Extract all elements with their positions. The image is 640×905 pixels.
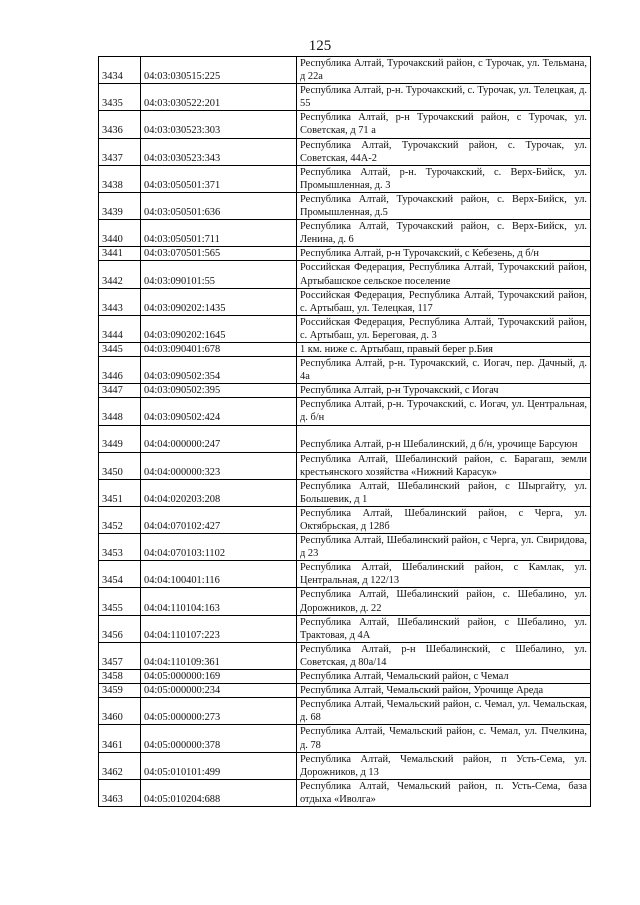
table-row — [99, 261, 591, 288]
address-cell: Республика Алтай, Шебалинский район, с. Шебалино, ул. Дорожников, д. 22 — [297, 588, 591, 615]
row-number-cell: 3442 — [99, 261, 141, 288]
table-row — [99, 342, 591, 356]
table-row — [99, 642, 591, 669]
address-cell: Республика Алтай, Шебалинский район, с Камлак, ул. Центральная, д 122/13 — [297, 561, 591, 588]
page-number: 125 — [308, 38, 332, 54]
row-number-cell: 3439 — [99, 192, 141, 219]
cadastral-number-cell: 04:04:110109:361 — [141, 642, 297, 669]
cadastral-number-cell: 04:03:090502:424 — [141, 398, 297, 425]
row-number-cell: 3457 — [99, 642, 141, 669]
address-cell: Республика Алтай, Чемальский район, п Усть-Сема, ул. Дорожников, д 13 — [297, 752, 591, 779]
cadastral-number-cell: 04:05:010204:688 — [141, 779, 297, 806]
address-cell: Российская Федерация, Республика Алтай, Турочакский район, с. Артыбаш, ул. Береговая, д. 3 — [297, 315, 591, 342]
table-row — [99, 247, 591, 261]
cadastral-number-cell: 04:04:070102:427 — [141, 506, 297, 533]
table-row — [99, 138, 591, 165]
row-number-cell: 3463 — [99, 779, 141, 806]
cadastral-number-cell: 04:03:090101:55 — [141, 261, 297, 288]
cadastral-number-cell: 04:03:050501:711 — [141, 220, 297, 247]
address-cell: Республика Алтай, Шебалинский район, с Черга, ул. Свиридова, д 23 — [297, 534, 591, 561]
cadastral-number-cell: 04:04:020203:208 — [141, 479, 297, 506]
row-number-cell: 3441 — [99, 247, 141, 261]
address-cell: Республика Алтай, Чемальский район, с. Чемал, ул. Пчелкина, д. 78 — [297, 725, 591, 752]
table-row — [99, 588, 591, 615]
address-cell: Республика Алтай, р-н Шебалинский, с Шебалино, ул. Советская, д 80а/14 — [297, 642, 591, 669]
address-cell: Республика Алтай, Турочакский район, с Турочак, ул. Тельмана, д 22а — [297, 57, 591, 84]
row-number-cell: 3450 — [99, 452, 141, 479]
row-number-cell: 3436 — [99, 111, 141, 138]
address-cell: Республика Алтай, р-н. Турочакский, с. Иогач, ул. Центральная, д. б/н — [297, 398, 591, 425]
address-cell: Республика Алтай, Турочакский район, с. Верх-Бийск, ул. Промышленная, д.5 — [297, 192, 591, 219]
cadastral-number-cell: 04:03:030523:343 — [141, 138, 297, 165]
registry-table-body — [99, 57, 591, 807]
address-cell: Республика Алтай, Турочакский район, с. Верх-Бийск, ул. Ленина, д. 6 — [297, 220, 591, 247]
cadastral-number-cell: 04:03:090502:395 — [141, 384, 297, 398]
table-row — [99, 192, 591, 219]
cadastral-number-cell: 04:03:090202:1435 — [141, 288, 297, 315]
address-cell: Республика Алтай, Турочакский район, с. Турочак, ул. Советская, 44А-2 — [297, 138, 591, 165]
address-cell: Российская Федерация, Республика Алтай, Турочакский район, Артыбашское сельское поселение — [297, 261, 591, 288]
address-cell: Республика Алтай, Шебалинский район, с Шыргайту, ул. Большевик, д 1 — [297, 479, 591, 506]
cadastral-number-cell: 04:04:070103:1102 — [141, 534, 297, 561]
address-cell: 1 км. ниже с. Артыбаш, правый берег р.Бия — [297, 342, 591, 356]
row-number-cell: 3448 — [99, 398, 141, 425]
address-cell: Республика Алтай, Шебалинский район, с Черга, ул. Октябрьская, д 128б — [297, 506, 591, 533]
address-cell: Республика Алтай, Шебалинский район, с. Барагаш, земли крестьянского хозяйства «Нижний Карасук» — [297, 452, 591, 479]
cadastral-number-cell: 04:05:010101:499 — [141, 752, 297, 779]
row-number-cell: 3443 — [99, 288, 141, 315]
cadastral-number-cell: 04:04:100401:116 — [141, 561, 297, 588]
address-cell: Республика Алтай, Чемальский район, Урочище Ареда — [297, 684, 591, 698]
table-row — [99, 398, 591, 425]
row-number-cell: 3445 — [99, 342, 141, 356]
address-cell: Республика Алтай, р-н. Турочакский, с. Иогач, пер. Дачный, д. 4а — [297, 357, 591, 384]
row-number-cell: 3437 — [99, 138, 141, 165]
address-cell: Республика Алтай, р-н. Турочакский, с. Турочак, ул. Телецкая, д. 55 — [297, 84, 591, 111]
row-number-cell: 3461 — [99, 725, 141, 752]
cadastral-number-cell: 04:03:030523:303 — [141, 111, 297, 138]
row-number-cell: 3460 — [99, 698, 141, 725]
table-row — [99, 752, 591, 779]
table-row — [99, 534, 591, 561]
row-number-cell: 3462 — [99, 752, 141, 779]
table-row — [99, 84, 591, 111]
table-row — [99, 425, 591, 452]
cadastral-number-cell: 04:03:090401:678 — [141, 342, 297, 356]
row-number-cell: 3449 — [99, 425, 141, 452]
table-row — [99, 357, 591, 384]
table-row — [99, 561, 591, 588]
row-number-cell: 3446 — [99, 357, 141, 384]
cadastral-number-cell: 04:03:050501:636 — [141, 192, 297, 219]
table-row — [99, 684, 591, 698]
address-cell: Республика Алтай, р-н Шебалинский, д б/н, урочище Барсуюн — [297, 425, 591, 452]
cadastral-number-cell: 04:05:000000:378 — [141, 725, 297, 752]
cadastral-number-cell: 04:03:090502:354 — [141, 357, 297, 384]
row-number-cell: 3458 — [99, 670, 141, 684]
row-number-cell: 3435 — [99, 84, 141, 111]
row-number-cell: 3451 — [99, 479, 141, 506]
row-number-cell: 3454 — [99, 561, 141, 588]
address-cell: Республика Алтай, Чемальский район, с. Чемал, ул. Чемальская, д. 68 — [297, 698, 591, 725]
cadastral-number-cell: 04:04:000000:247 — [141, 425, 297, 452]
cadastral-number-cell: 04:03:050501:371 — [141, 165, 297, 192]
address-cell: Российская Федерация, Республика Алтай, Турочакский район, с. Артыбаш, ул. Телецкая, 117 — [297, 288, 591, 315]
table-row — [99, 725, 591, 752]
row-number-cell: 3440 — [99, 220, 141, 247]
cadastral-number-cell: 04:04:110107:223 — [141, 615, 297, 642]
row-number-cell: 3459 — [99, 684, 141, 698]
table-row — [99, 779, 591, 806]
cadastral-number-cell: 04:03:030515:225 — [141, 57, 297, 84]
cadastral-number-cell: 04:03:030522:201 — [141, 84, 297, 111]
row-number-cell: 3452 — [99, 506, 141, 533]
cadastral-number-cell: 04:04:110104:163 — [141, 588, 297, 615]
table-row — [99, 315, 591, 342]
row-number-cell: 3434 — [99, 57, 141, 84]
cadastral-number-cell: 04:04:000000:323 — [141, 452, 297, 479]
address-cell: Республика Алтай, Чемальский район, с Чемал — [297, 670, 591, 684]
address-cell: Республика Алтай, р-н Турочакский, с Иогач — [297, 384, 591, 398]
address-cell: Республика Алтай, р-н. Турочакский, с. Верх-Бийск, ул. Промышленная, д. 3 — [297, 165, 591, 192]
table-row — [99, 452, 591, 479]
table-row — [99, 384, 591, 398]
table-row — [99, 288, 591, 315]
registry-table — [98, 56, 591, 807]
row-number-cell: 3453 — [99, 534, 141, 561]
table-row — [99, 615, 591, 642]
cadastral-number-cell: 04:03:070501:565 — [141, 247, 297, 261]
table-row — [99, 165, 591, 192]
table-row — [99, 670, 591, 684]
address-cell: Республика Алтай, р-н Турочакский район, с Турочак, ул. Советская, д 71 а — [297, 111, 591, 138]
cadastral-number-cell: 04:05:000000:169 — [141, 670, 297, 684]
address-cell: Республика Алтай, Чемальский район, п. Усть-Сема, база отдыха «Иволга» — [297, 779, 591, 806]
cadastral-number-cell: 04:03:090202:1645 — [141, 315, 297, 342]
address-cell: Республика Алтай, Шебалинский район, с Шебалино, ул. Трактовая, д 4А — [297, 615, 591, 642]
table-row — [99, 506, 591, 533]
cadastral-number-cell: 04:05:000000:273 — [141, 698, 297, 725]
row-number-cell: 3438 — [99, 165, 141, 192]
table-row — [99, 57, 591, 84]
table-row — [99, 111, 591, 138]
address-cell: Республика Алтай, р-н Турочакский, с Кебезень, д б/н — [297, 247, 591, 261]
table-row — [99, 220, 591, 247]
table-row — [99, 479, 591, 506]
row-number-cell: 3456 — [99, 615, 141, 642]
table-row — [99, 698, 591, 725]
row-number-cell: 3447 — [99, 384, 141, 398]
row-number-cell: 3455 — [99, 588, 141, 615]
row-number-cell: 3444 — [99, 315, 141, 342]
cadastral-number-cell: 04:05:000000:234 — [141, 684, 297, 698]
